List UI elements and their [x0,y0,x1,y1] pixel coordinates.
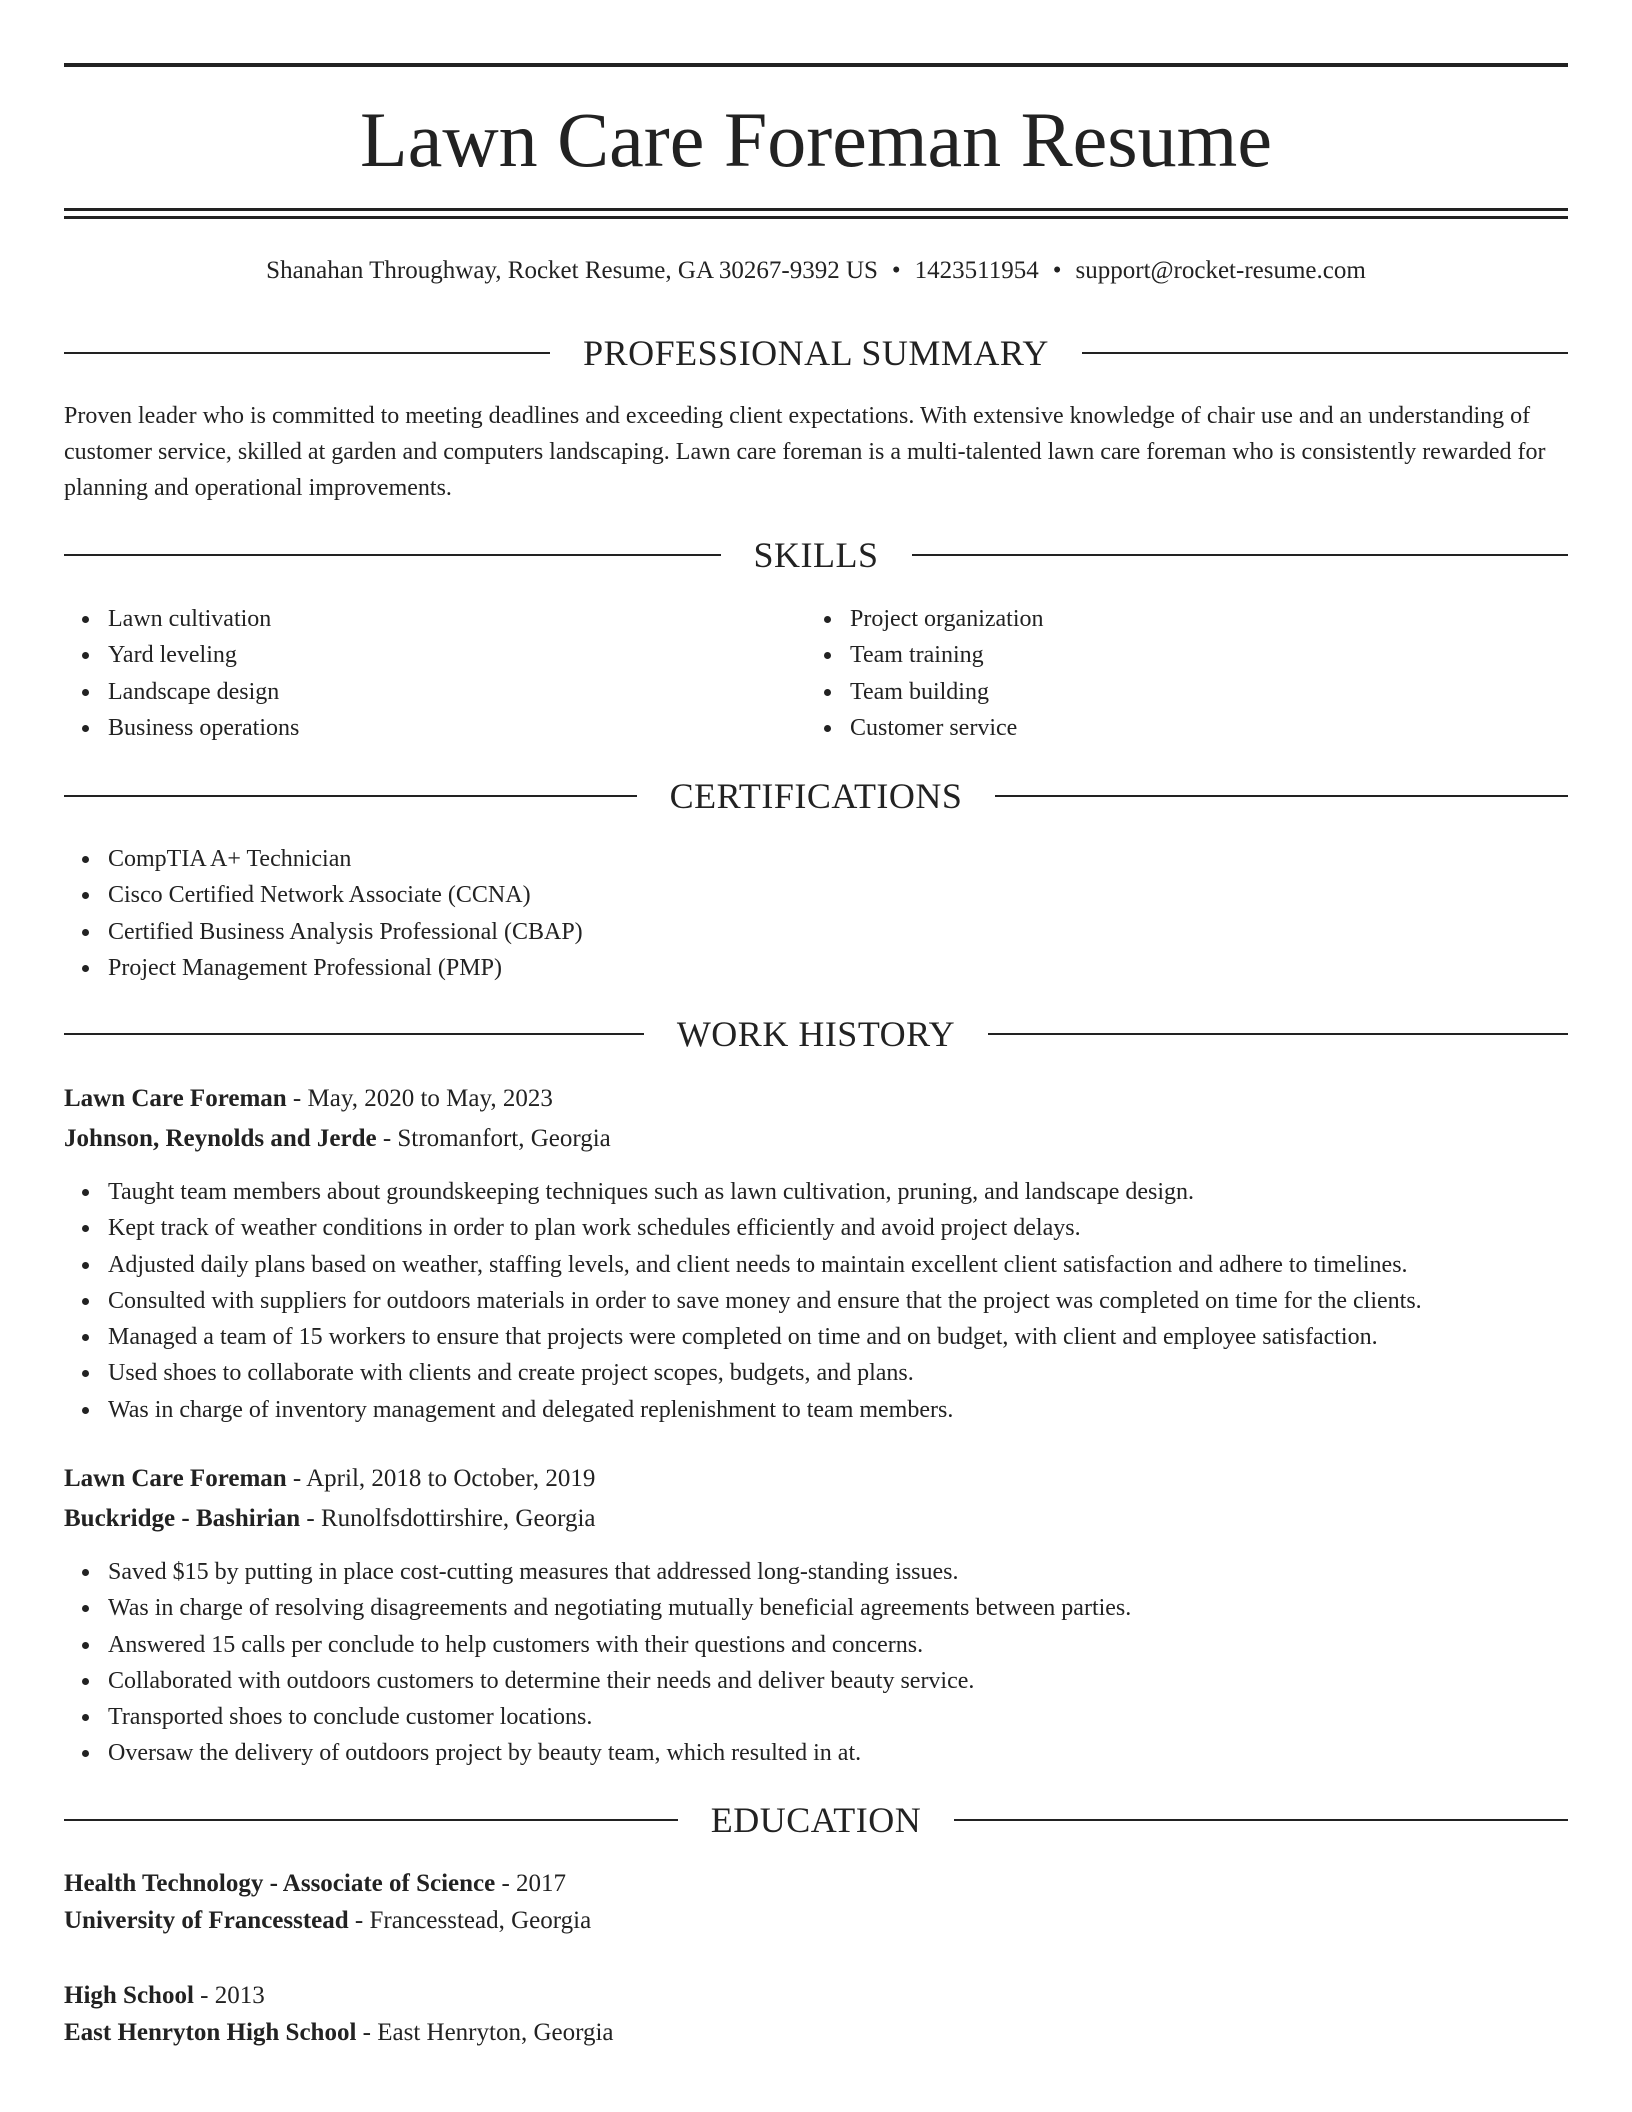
job-bullet: Oversaw the delivery of outdoors project by beauty team, which resulted in at. [108,1735,1131,1771]
job-bullet: Taught team members about groundskeeping techniques such as lawn cultivation, pruning, and landscape design. [108,1174,1422,1210]
heading-rule [64,1819,678,1821]
resume-title: Lawn Care Foreman Resume [360,96,1272,183]
heading-rule [995,795,1568,797]
job-bullets [64,1554,1131,1772]
section-title: SKILLS [753,535,879,575]
certification-item: Certified Business Analysis Professional (CBAP) [108,914,583,950]
skill-item: Customer service [850,710,1044,746]
section-heading-skills [64,533,1568,577]
job-title: Lawn Care Foreman [64,1465,287,1492]
job-bullet: Was in charge of inventory management and delegated replenishment to team members. [108,1392,1422,1428]
education-degree-line [64,1980,265,2012]
title-rule-lower [64,216,1568,219]
job-bullet: Used shoes to collaborate with clients and create project scopes, budgets, and plans. [108,1355,1422,1391]
section-heading-work [64,1012,1568,1056]
heading-rule [912,554,1569,556]
education-school: University of Francesstead [64,1907,349,1934]
certification-item: CompTIA A+ Technician [108,841,583,877]
certification-item: Project Management Professional (PMP) [108,950,583,986]
education-location: - Francesstead, Georgia [348,1907,592,1934]
heading-rule [64,1033,644,1035]
section-title: EDUCATION [710,1800,922,1840]
job-bullet: Consulted with suppliers for outdoors materials in order to save money and ensure that the project was completed on time for the clients. [108,1283,1422,1319]
skill-item: Lawn cultivation [108,601,299,637]
job-title-line [64,1083,553,1115]
certification-item: Cisco Certified Network Associate (CCNA) [108,877,583,913]
heading-rule [64,795,637,797]
education-school-line [64,1905,591,1937]
job-dates: - May, 2020 to May, 2023 [286,1085,553,1112]
skills-list-left [64,601,299,746]
skill-item: Team building [850,674,1044,710]
section-title: PROFESSIONAL SUMMARY [583,333,1049,373]
skill-item: Business operations [108,710,299,746]
job-bullet: Managed a team of 15 workers to ensure that projects were completed on time and on budget, with client and employee satisfaction. [108,1319,1422,1355]
skill-item: Team training [850,637,1044,673]
job-bullet: Collaborated with outdoors customers to determine their needs and deliver beauty service. [108,1663,1131,1699]
heading-rule [64,352,550,354]
education-year: - 2013 [193,1982,265,2009]
education-degree: High School [64,1982,194,2009]
job-bullet: Saved $15 by putting in place cost-cutting measures that addressed long-standing issues. [108,1554,1131,1590]
section-title: WORK HISTORY [676,1014,956,1054]
certifications-list [64,841,583,986]
section-heading-certifications [64,774,1568,818]
education-degree: Health Technology - Associate of Science [64,1870,496,1897]
job-bullet: Was in charge of resolving disagreements and negotiating mutually beneficial agreements between parties. [108,1590,1131,1626]
job-company: Buckridge - Bashirian [64,1505,301,1532]
job-company-line [64,1503,595,1535]
job-bullet: Adjusted daily plans based on weather, staffing levels, and client needs to maintain excellent client satisfaction and adhere to timelines. [108,1247,1422,1283]
section-title: CERTIFICATIONS [669,776,963,816]
title-rule-upper [64,208,1568,211]
job-bullets [64,1174,1422,1428]
contact-email: support@rocket-resume.com [1075,257,1366,284]
education-location: - East Henryton, Georgia [356,2019,614,2046]
job-dates: - April, 2018 to October, 2019 [286,1465,596,1492]
skill-item: Landscape design [108,674,299,710]
skill-item: Project organization [850,601,1044,637]
job-title: Lawn Care Foreman [64,1085,287,1112]
contact-address: Shanahan Throughway, Rocket Resume, GA 30267-9392 US [266,257,878,284]
contact-separator: • [891,257,901,284]
skills-list-right [806,601,1044,746]
job-bullet: Answered 15 calls per conclude to help customers with their questions and concerns. [108,1627,1131,1663]
section-heading-education [64,1798,1568,1842]
education-school-line [64,2017,614,2049]
education-year: - 2017 [495,1870,567,1897]
contact-line [64,255,1568,287]
heading-rule [954,1819,1568,1821]
skill-item: Yard leveling [108,637,299,673]
contact-phone: 1423511954 [914,257,1039,284]
education-degree-line [64,1868,566,1900]
top-rule [64,63,1568,67]
contact-separator: • [1052,257,1062,284]
education-school: East Henryton High School [64,2019,357,2046]
section-heading-summary [64,331,1568,375]
heading-rule [988,1033,1568,1035]
heading-rule [64,554,721,556]
summary-text: Proven leader who is committed to meeting deadlines and exceeding client expectations. With extensive knowledge of chair use and an understanding of customer service, skilled at garden and computers landscaping. Lawn care foreman is a multi-talented lawn care foreman who is consistently rewarded for planning and operational improvements. [64,403,1546,501]
job-location: - Stromanfort, Georgia [376,1125,611,1152]
job-company-line [64,1123,611,1155]
job-location: - Runolfsdottirshire, Georgia [300,1505,596,1532]
job-company: Johnson, Reynolds and Jerde [64,1125,377,1152]
job-bullet: Transported shoes to conclude customer locations. [108,1699,1131,1735]
job-bullet: Kept track of weather conditions in order to plan work schedules efficiently and avoid project delays. [108,1210,1422,1246]
job-title-line [64,1463,595,1495]
heading-rule [1082,352,1568,354]
